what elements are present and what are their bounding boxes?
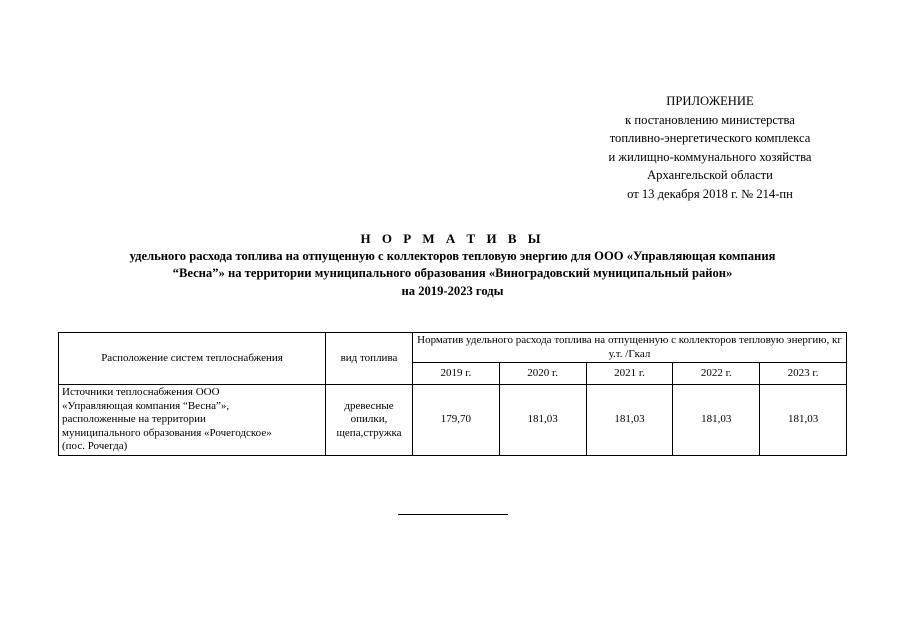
title-line: на 2019-2023 годы: [401, 283, 504, 298]
appendix-line: и жилищно-коммунального хозяйства: [608, 149, 812, 164]
appendix-header: [560, 92, 860, 204]
location-line: расположенные на территории: [62, 413, 206, 425]
location-line: Источники теплоснабжения ООО: [62, 386, 220, 398]
fuel-line: опилки,: [350, 413, 388, 425]
header-norm: Норматив удельного расхода топлива на отпущенную с коллекторов тепловую энергию, кг у.т. /Гкал: [413, 333, 847, 363]
cell-value-2019: 179,70: [413, 385, 500, 456]
header-year: 2020 г.: [499, 363, 586, 385]
table-row: [59, 385, 847, 456]
appendix-line: к постановлению министерства: [625, 112, 795, 127]
fuel-line: щепа,стружка: [336, 426, 402, 439]
norms-table: [58, 332, 847, 456]
location-line: муниципального образования «Рочегодское»: [62, 426, 272, 439]
location-line: «Управляющая компания “Весна”»,: [62, 399, 230, 412]
cell-fuel: [326, 385, 413, 456]
header-year: 2019 г.: [413, 363, 500, 385]
cell-value-2023: 181,03: [760, 385, 847, 456]
fuel-line: древесные: [344, 399, 394, 412]
location-line: (пос. Рочегда): [62, 440, 128, 452]
header-fuel: вид топлива: [326, 333, 413, 385]
footer-divider: [398, 514, 508, 515]
table-header-row: [59, 333, 847, 363]
cell-value-2021: 181,03: [586, 385, 673, 456]
title-line: удельного расхода топлива на отпущенную с коллекторов тепловую энергию для ООО «Управляющая компания: [129, 248, 776, 263]
cell-value-2022: 181,03: [673, 385, 760, 456]
appendix-line: топливно-энергетического комплекса: [609, 131, 811, 146]
cell-location: [59, 385, 326, 456]
document-title: [40, 230, 865, 300]
appendix-line: от 13 декабря 2018 г. № 214-пн: [627, 186, 793, 201]
appendix-line: Архангельской области: [647, 168, 773, 183]
cell-value-2020: 181,03: [499, 385, 586, 456]
header-year: 2022 г.: [673, 363, 760, 385]
title-line: “Весна”» на территории муниципального образования «Виноградовский муниципальный район»: [172, 266, 733, 280]
appendix-line: ПРИЛОЖЕНИЕ: [666, 94, 754, 108]
header-year: 2023 г.: [760, 363, 847, 385]
title-main: Н О Р М А Т И В Ы: [360, 231, 545, 246]
header-year: 2021 г.: [586, 363, 673, 385]
header-location: Расположение систем теплоснабжения: [59, 333, 326, 385]
